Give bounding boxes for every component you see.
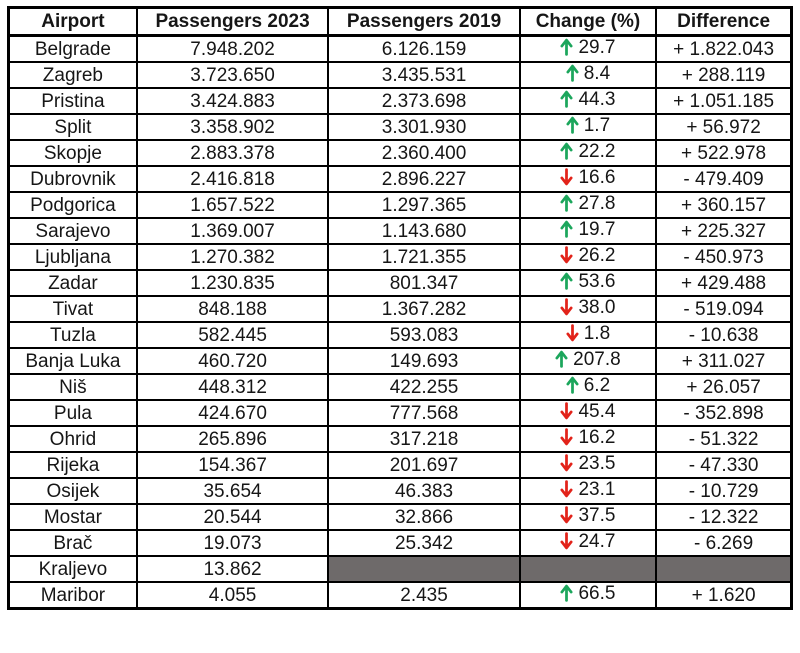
change-cell [520,478,656,504]
difference-cell [656,322,791,348]
change-cell [520,114,656,140]
difference-value: + 56.972 [686,116,761,138]
difference-value: + 288.119 [681,64,766,86]
table-row [9,244,792,270]
airport-name: Tivat [52,298,94,320]
trend-arrow-icon [560,194,573,212]
trend-arrow-icon [560,168,573,186]
airport-cell [9,88,137,114]
passengers-2023-cell [137,114,328,140]
airport-cell [9,140,137,166]
change-cell [520,452,656,478]
passengers-2023-cell [137,218,328,244]
passengers-2023-value: 2.883.378 [190,142,275,164]
passengers-2023-value: 20.544 [203,506,262,528]
change-value: 1.8 [583,322,611,344]
airport-name: Pristina [41,90,105,112]
passengers-2019-cell [328,62,519,88]
change-value: 45.4 [578,400,616,422]
passengers-2019-value: 149.693 [389,350,459,372]
change-cell [520,400,656,426]
passengers-2019-cell [328,426,519,452]
airport-name: Zagreb [42,64,103,86]
passengers-2023-value: 1.270.382 [190,246,275,268]
passengers-2019-value: 2.360.400 [381,142,467,164]
passengers-2023-value: 19.073 [203,532,262,554]
passengers-2019-cell [328,114,519,140]
change-cell [520,192,656,218]
change-value: 1.7 [583,114,611,136]
airport-cell [9,556,137,582]
airport-cell [9,582,137,609]
header-passengers-2019: Passengers 2019 [328,8,519,36]
passengers-2023-cell [137,374,328,400]
airport-cell [9,192,137,218]
table-row [9,452,792,478]
passengers-2023-cell [137,36,328,63]
table-row [9,88,792,114]
difference-cell [656,504,791,530]
difference-value: - 519.094 [683,298,764,320]
airport-name: Mostar [43,506,102,528]
passengers-2019-value: 2.373.698 [381,90,467,112]
passengers-2023-cell [137,140,328,166]
table-row [9,504,792,530]
difference-cell [656,218,791,244]
change-value: 16.6 [578,166,616,188]
change-cell [520,556,656,582]
change-cell [520,140,656,166]
difference-cell [656,478,791,504]
airport-cell [9,244,137,270]
passengers-2019-cell [328,244,519,270]
change-value: 6.2 [583,374,611,396]
table-row [9,166,792,192]
change-value: 22.2 [578,140,616,162]
trend-arrow-icon [560,142,573,160]
passengers-2023-cell [137,582,328,609]
difference-cell [656,374,791,400]
passengers-2019-value: 777.568 [389,402,459,424]
change-value: 26.2 [578,244,616,266]
table-row [9,192,792,218]
table-row [9,374,792,400]
airport-cell [9,504,137,530]
difference-value: + 360.157 [681,194,767,216]
passengers-2023-cell [137,530,328,556]
table-header [9,8,792,36]
airport-name: Brač [53,532,93,554]
passengers-2023-cell [137,452,328,478]
passengers-2019-value: 593.083 [389,324,459,346]
trend-arrow-icon [560,298,573,316]
passengers-2023-cell [137,348,328,374]
trend-arrow-icon [560,454,573,472]
change-value: 23.1 [578,478,616,500]
change-cell [520,322,656,348]
passengers-2023-value: 4.055 [208,584,257,606]
passengers-2019-value: 1.721.355 [381,246,467,268]
passengers-2019-value: 201.697 [389,454,459,476]
passengers-2023-cell [137,400,328,426]
change-value: 44.3 [578,88,616,110]
difference-cell [656,270,791,296]
change-cell [520,62,656,88]
passengers-2023-value: 582.445 [198,324,267,346]
passengers-2023-cell [137,426,328,452]
change-cell [520,166,656,192]
passengers-2019-cell [328,374,519,400]
trend-arrow-icon [560,402,573,420]
change-cell [520,374,656,400]
passengers-2019-cell [328,400,519,426]
difference-cell [656,582,791,609]
difference-cell [656,88,791,114]
table-row [9,400,792,426]
table-row [9,530,792,556]
difference-value: - 47.330 [688,454,759,476]
difference-value: + 1.051.185 [673,90,775,112]
header-difference: Difference [656,8,791,36]
passengers-2019-value: 1.297.365 [381,194,467,216]
airport-cell [9,374,137,400]
airport-cell [9,166,137,192]
change-cell [520,36,656,63]
passengers-2019-value: 317.218 [389,428,459,450]
passengers-2019-value: 3.301.930 [381,116,467,138]
passengers-2019-value: 801.347 [389,272,459,294]
passengers-2023-cell [137,478,328,504]
passengers-2019-cell [328,478,519,504]
difference-cell [656,114,791,140]
airport-cell [9,400,137,426]
passengers-2023-value: 3.358.902 [190,116,275,138]
airport-cell [9,36,137,63]
header-passengers-2023: Passengers 2023 [137,8,328,36]
change-cell [520,244,656,270]
change-value: 27.8 [578,192,616,214]
change-value: 53.6 [578,270,616,292]
difference-cell [656,348,791,374]
airport-cell [9,478,137,504]
trend-arrow-icon [555,350,568,368]
passengers-2019-cell [328,270,519,296]
change-cell [520,426,656,452]
difference-value: - 10.729 [688,480,759,502]
trend-arrow-icon [566,376,579,394]
trend-arrow-icon [566,64,579,82]
passengers-2023-cell [137,556,328,582]
difference-value: - 479.409 [683,168,764,190]
change-cell [520,348,656,374]
change-value: 16.2 [578,426,616,448]
airport-name: Zadar [48,272,98,294]
header-change-percent: Change (%) [520,8,656,36]
airport-name: Skopje [43,142,102,164]
airport-cell [9,452,137,478]
airport-cell [9,322,137,348]
difference-cell [656,296,791,322]
difference-value: + 311.027 [681,350,766,372]
airport-name: Banja Luka [25,350,121,372]
passengers-2023-value: 424.670 [198,402,267,424]
passengers-2023-value: 154.367 [198,454,267,476]
difference-value: - 12.322 [688,506,759,528]
passengers-2019-value: 25.342 [394,532,454,554]
table-row [9,478,792,504]
table-row [9,114,792,140]
table-row [9,218,792,244]
passengers-2019-cell [328,452,519,478]
airport-name: Ohrid [49,428,97,450]
passengers-2019-value: 1.367.282 [381,298,467,320]
passengers-2019-cell [328,36,519,63]
passengers-2023-cell [137,62,328,88]
passengers-2019-value: 32.866 [394,506,454,528]
airport-name: Kraljevo [38,558,108,580]
trend-arrow-icon [560,532,573,550]
change-value: 24.7 [578,530,616,552]
airport-passengers-table [7,6,793,610]
passengers-2023-value: 460.720 [198,350,267,372]
airport-name: Niš [59,376,87,398]
passengers-2023-cell [137,244,328,270]
trend-arrow-icon [560,220,573,238]
passengers-2019-value: 422.255 [389,376,459,398]
passengers-2023-cell [137,322,328,348]
passengers-2019-cell [328,140,519,166]
airport-name: Tuzla [50,324,96,346]
change-value: 38.0 [578,296,616,318]
passengers-2023-value: 7.948.202 [190,38,275,60]
trend-arrow-icon [560,38,573,56]
difference-value: + 429.488 [681,272,767,294]
airport-name: Split [54,116,92,138]
passengers-2023-cell [137,88,328,114]
airport-cell [9,218,137,244]
change-cell [520,530,656,556]
trend-arrow-icon [560,90,573,108]
table-row [9,582,792,609]
change-cell [520,270,656,296]
airport-name: Belgrade [34,38,111,60]
passengers-2023-value: 35.654 [203,480,262,502]
airport-name: Podgorica [30,194,116,216]
passengers-2023-cell [137,504,328,530]
difference-value: - 51.322 [688,428,759,450]
change-value: 207.8 [573,348,621,370]
passengers-2023-cell [137,296,328,322]
passengers-2019-cell [328,582,519,609]
table-row [9,36,792,63]
table-row [9,348,792,374]
header-airport: Airport [9,8,137,36]
difference-value: - 6.269 [693,532,754,554]
difference-value: - 352.898 [683,402,764,424]
trend-arrow-icon [560,246,573,264]
difference-cell [656,400,791,426]
trend-arrow-icon [560,480,573,498]
change-value: 19.7 [578,218,616,240]
table-row [9,270,792,296]
airport-name: Sarajevo [35,220,111,242]
trend-arrow-icon [566,324,579,342]
passengers-2019-value: 6.126.159 [381,38,467,60]
table-row [9,140,792,166]
passengers-2023-value: 448.312 [198,376,267,398]
passengers-2023-cell [137,166,328,192]
change-cell [520,88,656,114]
passengers-2019-cell [328,504,519,530]
passengers-2019-cell [328,556,519,582]
difference-value: + 225.327 [681,220,767,242]
passengers-2019-value: 3.435.531 [381,64,467,86]
passengers-2019-value: 2.896.227 [381,168,467,190]
difference-cell [656,426,791,452]
difference-cell [656,166,791,192]
difference-cell [656,244,791,270]
difference-cell [656,36,791,63]
difference-value: - 450.973 [683,246,764,268]
airport-cell [9,62,137,88]
header-row [9,8,792,36]
airport-name: Osijek [46,480,100,502]
passengers-2019-value: 46.383 [394,480,454,502]
difference-value: + 1.822.043 [673,38,775,60]
difference-cell [656,140,791,166]
airport-cell [9,348,137,374]
trend-arrow-icon [560,584,573,602]
passengers-2023-value: 1.369.007 [190,220,275,242]
table-row [9,322,792,348]
change-value: 29.7 [578,36,616,58]
airport-name: Rijeka [46,454,100,476]
difference-cell [656,530,791,556]
passengers-2019-value: 1.143.680 [381,220,467,242]
passengers-2023-value: 848.188 [198,298,267,320]
change-cell [520,218,656,244]
change-cell [520,504,656,530]
trend-arrow-icon [566,116,579,134]
trend-arrow-icon [560,272,573,290]
airport-cell [9,270,137,296]
change-cell [520,582,656,609]
passengers-2019-cell [328,296,519,322]
change-cell [520,296,656,322]
change-value: 66.5 [578,582,616,604]
airport-name: Pula [53,402,92,424]
passengers-2023-value: 13.862 [203,558,262,580]
passengers-2019-cell [328,166,519,192]
passengers-2023-cell [137,192,328,218]
passengers-2023-value: 3.723.650 [190,64,275,86]
table-row [9,62,792,88]
table-body [9,36,792,609]
airport-cell [9,114,137,140]
difference-cell [656,556,791,582]
passengers-2023-value: 265.896 [198,428,267,450]
passengers-2019-cell [328,530,519,556]
trend-arrow-icon [560,428,573,446]
passengers-2019-cell [328,192,519,218]
airport-cell [9,296,137,322]
passengers-2019-cell [328,218,519,244]
passengers-2019-cell [328,348,519,374]
difference-cell [656,452,791,478]
difference-cell [656,62,791,88]
difference-cell [656,192,791,218]
passengers-2023-value: 3.424.883 [190,90,275,112]
passengers-2023-value: 2.416.818 [190,168,275,190]
difference-value: - 10.638 [688,324,759,346]
passengers-2023-value: 1.657.522 [190,194,275,216]
passengers-2023-cell [137,270,328,296]
change-value: 23.5 [578,452,616,474]
passengers-2019-cell [328,322,519,348]
passengers-2019-cell [328,88,519,114]
passengers-2019-value: 2.435 [400,584,448,606]
change-value: 8.4 [583,62,611,84]
difference-value: + 26.057 [686,376,761,398]
difference-value: + 1.620 [691,584,756,606]
trend-arrow-icon [560,506,573,524]
table-row [9,296,792,322]
airport-cell [9,426,137,452]
airport-name: Dubrovnik [30,168,116,190]
airport-name: Maribor [40,584,106,606]
airport-cell [9,530,137,556]
difference-value: + 522.978 [681,142,767,164]
airport-name: Ljubljana [34,246,111,268]
change-value: 37.5 [578,504,616,526]
passengers-2023-value: 1.230.835 [190,272,275,294]
table-row [9,556,792,582]
table-row [9,426,792,452]
